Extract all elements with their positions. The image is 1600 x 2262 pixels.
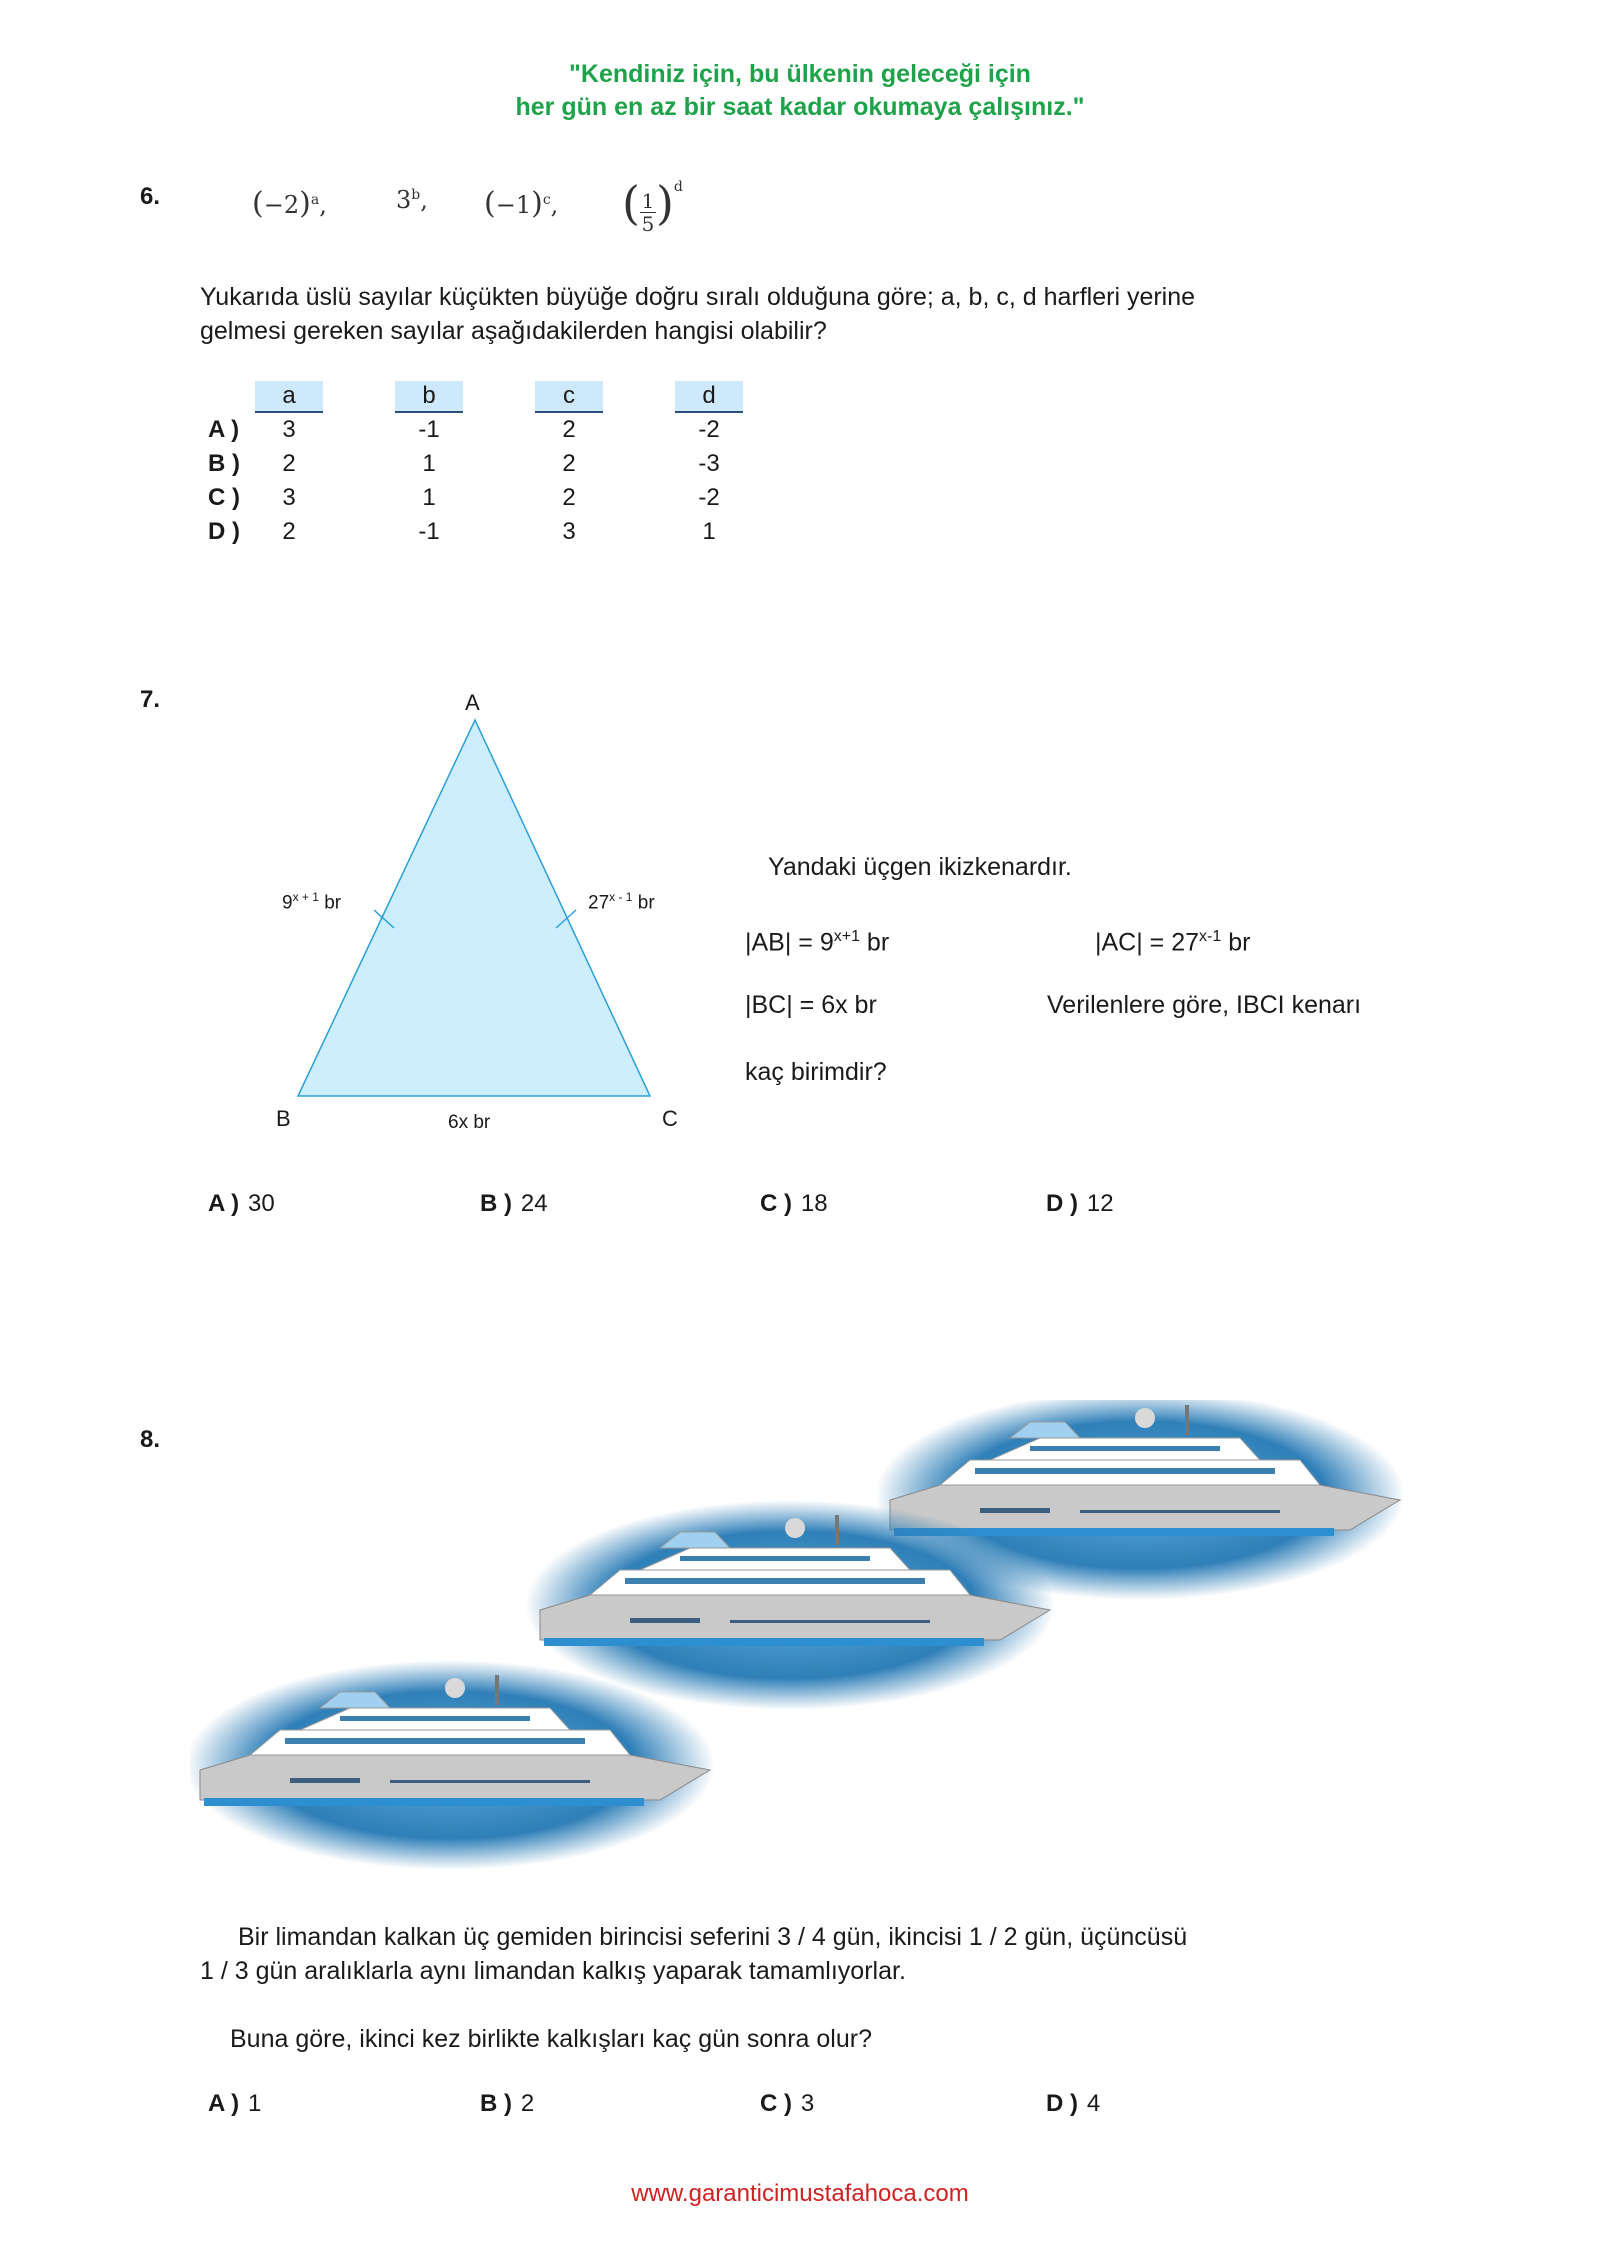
- ab-equation-post: br: [859, 928, 890, 957]
- ac-equation: [1095, 920, 1250, 959]
- option-value: 24: [520, 1190, 548, 1217]
- cell-c: 2: [562, 416, 576, 443]
- option-value: 3: [800, 2090, 815, 2117]
- ac-equation-post: br: [1221, 928, 1251, 957]
- table-header-d: d: [675, 381, 743, 413]
- side-ac-unit: br: [637, 892, 655, 914]
- question-8-text-line-2: 1 / 3 gün aralıklarla aynı limandan kalkış yaparak tamamlıyorlar.: [200, 1957, 906, 1985]
- cell-d: -3: [698, 450, 720, 477]
- table-header-a: a: [255, 381, 323, 413]
- power-1: $(-2)^a$,: [252, 186, 327, 221]
- row-label: C ): [208, 484, 240, 511]
- option-d[interactable]: [1046, 2090, 1100, 2118]
- option-value: 18: [800, 1190, 828, 1217]
- option-label: B ): [480, 1190, 512, 1217]
- question-8-question: Buna göre, ikinci kez birlikte kalkışları kaç gün sonra olur?: [230, 2025, 872, 2053]
- footer-website-link[interactable]: www.garanticimustafahoca.com: [631, 2180, 969, 2207]
- cell-a: 2: [282, 450, 296, 477]
- cell-b: -1: [418, 518, 440, 545]
- power-2-base: 3: [396, 186, 412, 214]
- option-value: 2: [520, 2090, 535, 2117]
- side-ac-base: 27: [588, 892, 610, 914]
- table-header-b: b: [395, 381, 463, 413]
- fraction: [640, 190, 656, 235]
- cell-d: -2: [698, 484, 720, 511]
- option-c[interactable]: [760, 2090, 814, 2118]
- vertex-a-label: A: [465, 690, 480, 715]
- option-label: B ): [480, 2090, 512, 2117]
- question-6-number: 6.: [140, 183, 161, 210]
- vertex-c-label: C: [662, 1106, 678, 1131]
- cell-a: 3: [282, 484, 296, 511]
- power-1-base: −2: [263, 191, 300, 219]
- option-value: 4: [1086, 2090, 1101, 2117]
- cell-a: 2: [282, 518, 296, 545]
- table-header-c: c: [535, 381, 603, 413]
- cell-b: 1: [422, 484, 436, 511]
- question-6-text-line-1: Yukarıda üslü sayılar küçükten büyüğe doğru sıralı olduğuna göre; a, b, c, d harfleri yerine: [200, 283, 1196, 311]
- power-3: $(-1)^c$,: [484, 186, 559, 221]
- question-8-text-line-1: Bir limandan kalkan üç gemiden birincisi seferini 3 / 4 gün, ikincisi 1 / 2 gün, üçüncüsü: [238, 1923, 1188, 1951]
- option-value: 1: [248, 2090, 262, 2117]
- cell-d: 1: [702, 518, 716, 545]
- option-b[interactable]: [480, 1190, 548, 1218]
- option-d[interactable]: [1046, 1190, 1114, 1218]
- cell-c: 3: [562, 518, 576, 545]
- side-ac-label: [588, 890, 655, 914]
- ac-equation-pre: |AC| = 27: [1095, 928, 1200, 957]
- side-ab-exp: x + 1: [292, 890, 319, 904]
- question-7-intro: Yandaki üçgen ikizkenardır.: [768, 853, 1072, 881]
- power-4: ( $\frac{1}{5}$ )$^d$: [622, 176, 683, 236]
- option-label: C ): [760, 2090, 792, 2117]
- row-label: D ): [208, 518, 240, 545]
- question-6-text-line-2: gelmesi gereken sayılar aşağıdakilerden hangisi olabilir?: [200, 317, 827, 345]
- motto-line-1: "Kendiniz için, bu ülkenin geleceği için: [569, 60, 1031, 88]
- option-label: C ): [760, 1190, 792, 1217]
- ab-equation-exp: x+1: [833, 928, 860, 945]
- side-ab-label: [282, 890, 341, 914]
- fraction-denominator: 5: [641, 212, 655, 236]
- question-7-number: 7.: [140, 686, 161, 713]
- ac-equation-exp: x-1: [1199, 928, 1222, 945]
- bc-equation: |BC| = 6x br: [745, 991, 877, 1019]
- side-ab-base: 9: [282, 892, 293, 914]
- power-1-exp: a: [310, 192, 320, 208]
- option-a[interactable]: [208, 2090, 261, 2118]
- power-3-base: −1: [495, 191, 532, 219]
- vertex-b-label: B: [276, 1106, 291, 1131]
- question-7-question-b: kaç birimdir?: [745, 1058, 887, 1086]
- cell-c: 2: [562, 450, 576, 477]
- option-b[interactable]: [480, 2090, 534, 2118]
- cell-b: -1: [418, 416, 440, 443]
- side-bc-label: 6x br: [448, 1112, 491, 1133]
- row-label: B ): [208, 450, 240, 477]
- cell-c: 2: [562, 484, 576, 511]
- question-7-question-a: Verilenlere göre, IBCI kenarı: [1047, 991, 1362, 1019]
- motto-header: [0, 58, 1600, 124]
- fraction-numerator: 1: [641, 189, 655, 213]
- side-ab-unit: br: [324, 892, 342, 914]
- side-ac-exp: x - 1: [609, 890, 633, 904]
- option-label: D ): [1046, 1190, 1078, 1217]
- question-8-number: 8.: [140, 1426, 161, 1453]
- option-value: 12: [1086, 1190, 1114, 1217]
- cell-b: 1: [422, 450, 436, 477]
- power-2-exp: b: [411, 187, 421, 203]
- row-label: A ): [208, 416, 240, 443]
- power-2: 3$^b$,: [396, 186, 428, 214]
- power-4-exp: d: [673, 179, 683, 195]
- option-c[interactable]: [760, 1190, 828, 1218]
- cruise-ships-illustration: [190, 1400, 1450, 1900]
- cell-a: 3: [282, 416, 296, 443]
- ab-equation: [745, 920, 889, 959]
- option-label: A ): [208, 1190, 240, 1217]
- option-label: A ): [208, 2090, 240, 2117]
- option-label: D ): [1046, 2090, 1078, 2117]
- motto-line-2: her gün en az bir saat kadar okumaya çalışınız.": [515, 93, 1085, 121]
- option-a[interactable]: [208, 1190, 275, 1218]
- power-3-exp: c: [542, 192, 551, 208]
- cell-d: -2: [698, 416, 720, 443]
- ab-equation-pre: |AB| = 9: [745, 928, 834, 957]
- option-value: 30: [248, 1190, 275, 1217]
